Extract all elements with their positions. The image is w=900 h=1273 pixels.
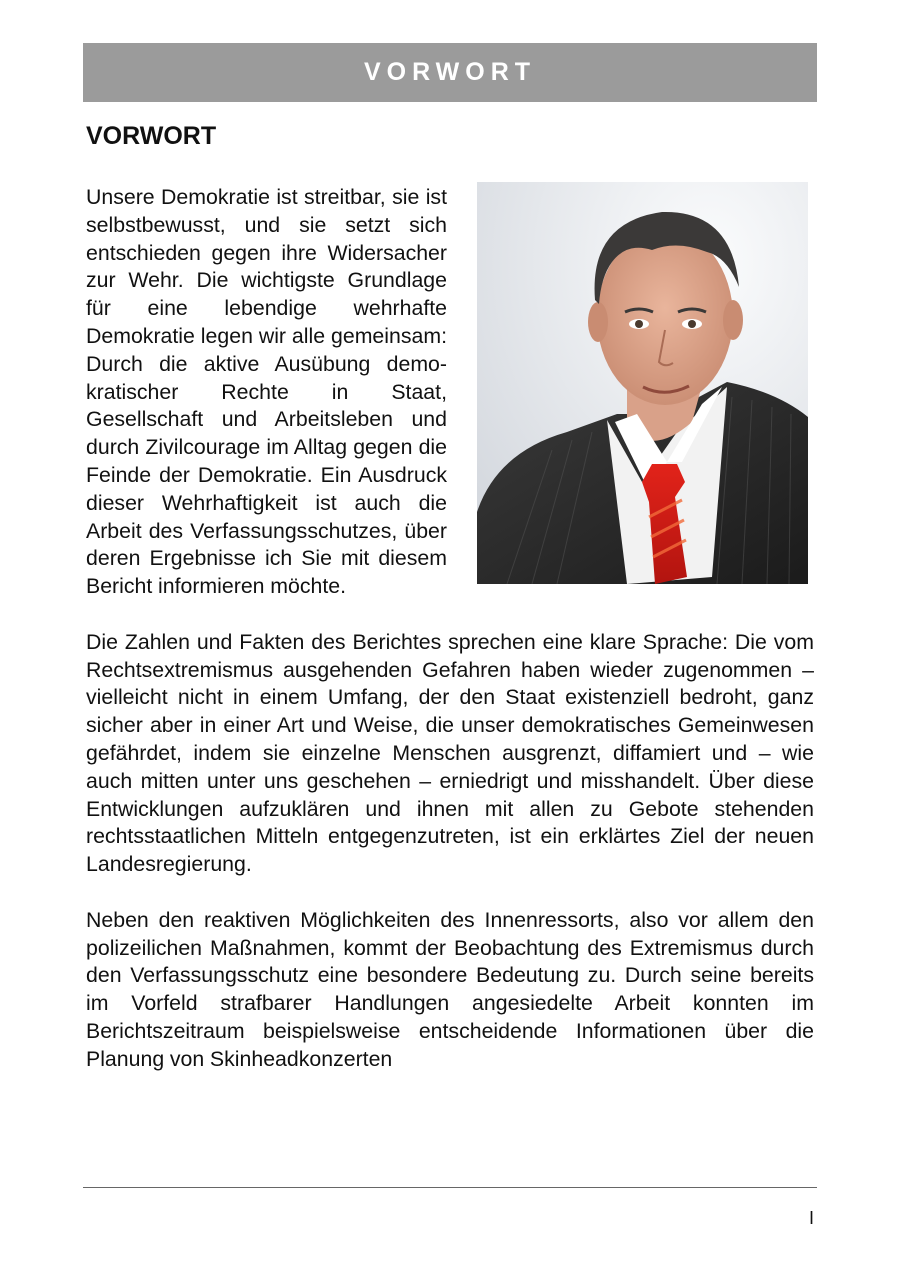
header-banner <box>83 43 817 102</box>
paragraph-1: Unsere Demokratie ist streitbar, sie ist selbstbewusst, und sie setzt sich entschieden gegen ihre Widersacher zur Wehr. Die wichtigste Grundlage für eine lebendige wehrhafte Demokratie legen wir alle gemeinsam: Durch die aktive Ausübung demokratischer Rechte in Staat, Gesellschaft und Arbeitsleben und durch Zivilcourage im Alltag gegen die Feinde der Demokratie. Ein Ausdruck dieser Wehrhaftigkeit ist auch die Arbeit des Verfassungsschutzes, über deren Ergebnisse ich Sie mit diesem Bericht informieren möchte. <box>86 185 447 599</box>
body-text <box>86 184 814 1101</box>
paragraph-3: Neben den reaktiven Möglichkeiten des Innenressorts, also vor allem den polizeilichen Maßnahmen, kommt der Beobachtung des Extremismus durch den Verfassungsschutz eine besondere Bedeutung zu. Durch seine bereits im Vorfeld strafbarer Handlungen angesiedelte Arbeit konnten im Berichtszeitraum beispielsweise entscheidende Informationen über die Planung von Skinheadkonzerten <box>86 907 814 1071</box>
page-title: VORWORT <box>86 122 217 150</box>
portrait-illustration <box>477 182 808 584</box>
page-number: I <box>808 1208 814 1228</box>
footer-divider <box>83 1187 817 1188</box>
paragraph-2: Die Zahlen und Fakten des Berichtes sprechen eine klare Sprache: Die vom Rechtsextremismus ausgehenden Gefahren haben wieder zugenommen – vielleicht nicht in einem Umfang, der den Staat existenziell bedroht, ganz sicher aber in einer Art und Weise, die unser demokratisches Gemeinwesen gefährdet, indem sie einzelne Menschen ausgrenzt, diffamiert und – wie auch mitten unter uns geschehen – erniedrigt und misshandelt. Über diese Entwicklungen aufzuklären und ihnen mit allen zu Gebote stehenden rechtsstaatlichen Mitteln entgegenzutreten, ist ein erklärtes Ziel der neuen Landesregierung. <box>86 629 814 877</box>
banner-title: VORWORT <box>363 58 537 86</box>
portrait-photo <box>477 182 808 584</box>
